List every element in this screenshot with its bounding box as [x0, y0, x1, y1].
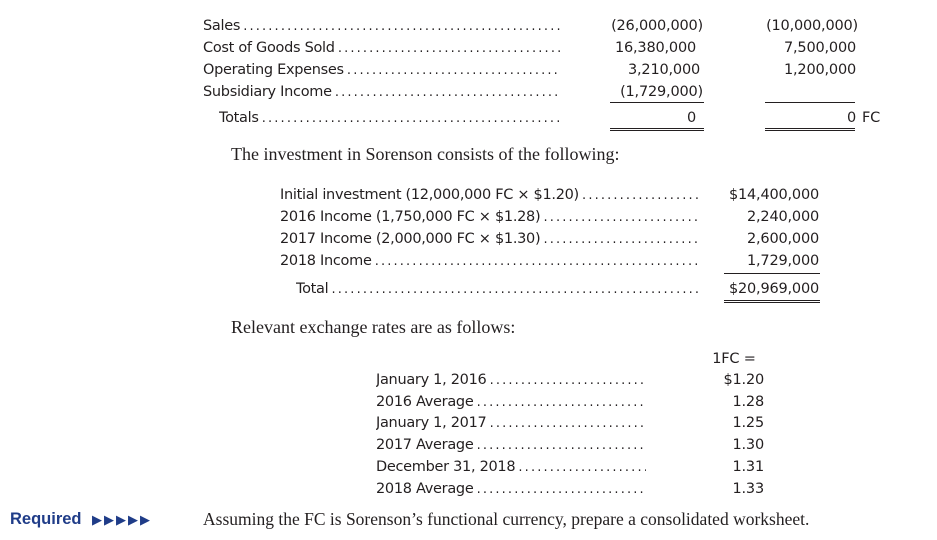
investment-row-value: 2,240,000 — [747, 209, 819, 225]
investment-row-label: Initial investment (12,000,000 FC × $1.20) . . . — [280, 187, 700, 203]
rate-row-value: 1.33 — [732, 481, 764, 497]
rate-row-label: January 1, 2017 . . . — [376, 415, 646, 431]
income-row-label: Sales . . . — [203, 18, 561, 34]
investment-row-value: $14,400,000 — [728, 187, 819, 203]
investment-row-value: 1,729,000 — [747, 253, 819, 269]
total-double-rule — [765, 128, 855, 131]
rate-row-value: $1.20 — [723, 372, 764, 388]
income-row-col1: 16,380,000 — [614, 40, 696, 56]
required-label: Required — [10, 510, 82, 528]
income-row-col1: (1,729,000) — [620, 84, 703, 100]
investment-row-label: 2016 Income (1,750,000 FC × $1.28) . . . — [280, 209, 700, 225]
income-row-label: Cost of Goods Sold . . . — [203, 40, 561, 56]
rate-row-label: 2018 Average . . . — [376, 481, 646, 497]
rate-row-value: 1.30 — [732, 437, 764, 453]
total-double-rule — [610, 128, 704, 131]
rate-row-label: 2016 Average . . . — [376, 394, 646, 410]
rate-row-label: 2017 Average . . . — [376, 437, 646, 453]
investment-total-double-rule — [724, 300, 820, 303]
subtotal-rule — [765, 102, 855, 103]
rate-row-value: 1.28 — [732, 394, 764, 410]
rates-header: 1FC = — [712, 351, 756, 367]
investment-total-label: Total . . . — [296, 281, 700, 297]
totals-col2-unit: FC — [862, 110, 881, 126]
rates-heading: Relevant exchange rates are as follows: — [231, 317, 516, 337]
income-row-label: Operating Expenses . . . — [203, 62, 561, 78]
totals-label: Totals . . . — [219, 110, 561, 126]
income-row-col2: 1,200,000 — [784, 62, 856, 78]
required-arrows-icon: ▶▶▶▶▶ — [92, 513, 152, 528]
income-row-col2: 7,500,000 — [784, 40, 856, 56]
income-row-col1: 3,210,000 — [628, 62, 700, 78]
totals-col1: 0 — [686, 110, 696, 126]
income-row-label: Subsidiary Income . . . — [203, 84, 561, 100]
subtotal-rule — [610, 102, 704, 103]
required-text: Assuming the FC is Sorenson’s functional currency, prepare a consolidated worksheet. — [203, 509, 810, 529]
investment-subtotal-rule — [724, 273, 820, 274]
rate-row-label: December 31, 2018 . . . — [376, 459, 646, 475]
income-row-col2: (10,000,000) — [766, 18, 858, 34]
investment-row-value: 2,600,000 — [747, 231, 819, 247]
rate-row-label: January 1, 2016 . . . — [376, 372, 646, 388]
rate-row-value: 1.31 — [732, 459, 764, 475]
investment-row-label: 2018 Income . . . — [280, 253, 700, 269]
totals-col2: 0 — [846, 110, 856, 126]
rate-row-value: 1.25 — [732, 415, 764, 431]
investment-total-value: $20,969,000 — [728, 281, 819, 297]
investment-row-label: 2017 Income (2,000,000 FC × $1.30) . . . — [280, 231, 700, 247]
income-row-col1: (26,000,000) — [611, 18, 703, 34]
investment-heading: The investment in Sorenson consists of the following: — [231, 144, 620, 164]
